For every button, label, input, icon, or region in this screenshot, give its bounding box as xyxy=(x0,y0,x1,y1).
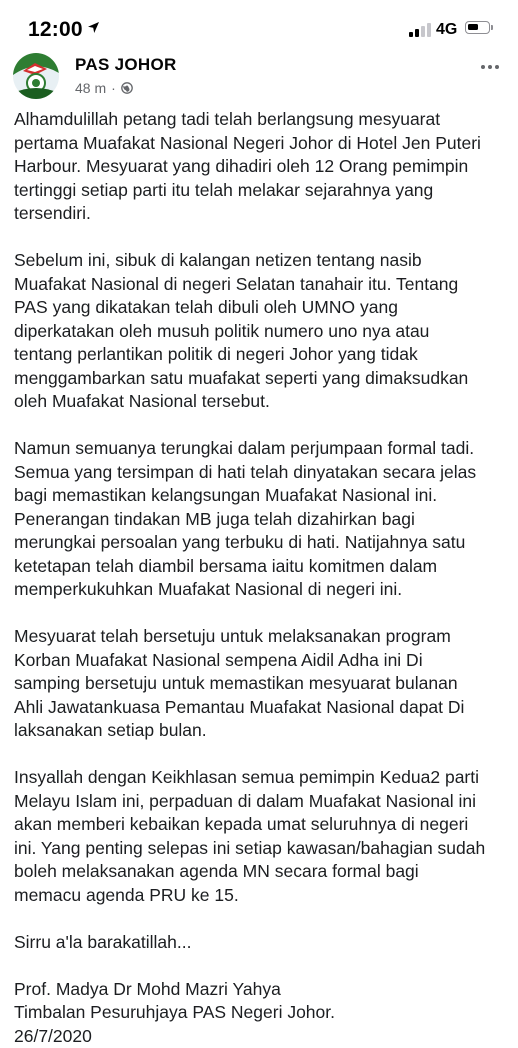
post-paragraph-5: Insyallah dengan Keikhlasan semua pemimpin Kedua2 parti Melayu Islam ini, perpaduan di dalam Muafakat Nasional ini akan memberi kebaikan kepada umat seluruhnya di negeri ini. Yang penting selepas ini setiap kawasan/bahagian sudah boleh melaksanakan agenda MN secara formal bagi memacu agenda PRU ke 15. xyxy=(14,766,510,907)
post-paragraph-6: Sirru a'la barakatillah... xyxy=(14,931,510,955)
globe-icon xyxy=(121,82,133,94)
post-paragraph-3: Namun semuanya terungkai dalam perjumpaan formal tadi. Semua yang tersimpan di hati telah dinyatakan secara jelas bagi memastikan kelangsungan Muafakat Nasional ini. Penerangan tindakan MB juga telah dizahirkan bagi merungkai persoalan yang terbuku di hati. Natijahnya satu ketetapan telah diambil bersama iaitu komitmen dalam memperkukuhkan Muafakat Nasional di negeri ini. xyxy=(14,437,510,602)
network-type: 4G xyxy=(436,21,457,39)
post-paragraph-2: Sebelum ini, sibuk di kalangan netizen tentang nasib Muafakat Nasional di negeri Selatan tanahair itu. Tentang PAS yang dikatakan telah dibuli oleh UMNO yang diperkatakan oleh musuh politik numero uno nya atau tentang perlantikan politik di negeri Johor yang tidak menggambarkan satu muafakat seperti yang dimaksudkan oleh Muafakat Nasional tersebut. xyxy=(14,249,510,414)
meta-separator: · xyxy=(111,80,116,96)
page-avatar[interactable] xyxy=(13,53,59,99)
signal-strength-icon xyxy=(409,22,431,37)
status-time: 12:00 xyxy=(28,18,83,42)
post-timestamp[interactable]: 48 m xyxy=(75,80,106,96)
post-body xyxy=(14,108,510,1048)
battery-tip xyxy=(491,25,493,30)
post-meta xyxy=(75,80,133,96)
pas-logo-icon xyxy=(13,53,59,99)
more-options-icon[interactable] xyxy=(481,65,499,69)
post-paragraph-1: Alhamdulillah petang tadi telah berlangsung mesyuarat pertama Muafakat Nasional Negeri Johor di Hotel Jen Puteri Harbour. Mesyuarat yang dihadiri oleh 12 Orang pemimpin tertinggi setiap parti itu telah melakar sejarahnya yang tersendiri. xyxy=(14,108,510,226)
post-header xyxy=(0,51,518,101)
post-signature: Prof. Madya Dr Mohd Mazri Yahya Timbalan Pesuruhjaya PAS Negeri Johor. 26/7/2020 xyxy=(14,978,510,1048)
battery-icon xyxy=(465,21,490,34)
post-paragraph-4: Mesyuarat telah bersetuju untuk melaksanakan program Korban Muafakat Nasional sempena Aidil Adha ini Di samping bersetuju untuk memastikan mesyuarat bulanan Ahli Jawatankuasa Pemantau Muafakat Nasional dapat Di laksanakan setiap bulan. xyxy=(14,625,510,743)
location-arrow-icon xyxy=(87,21,100,34)
status-bar xyxy=(0,0,518,44)
page-name[interactable]: PAS JOHOR xyxy=(75,55,177,75)
